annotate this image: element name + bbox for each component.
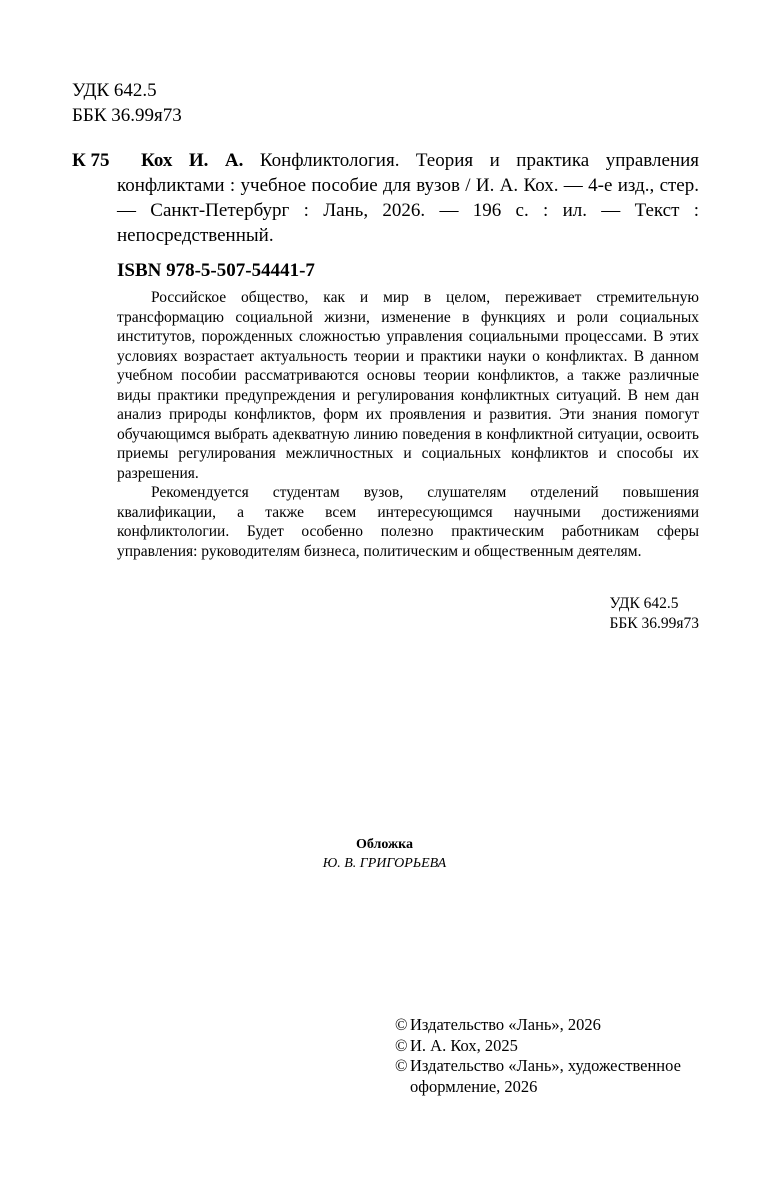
cover-credit	[0, 835, 769, 873]
author-name: Кох И. А.	[141, 150, 244, 171]
abstract	[117, 288, 699, 561]
bbk-code: ББК 36.99я73	[72, 105, 182, 126]
author-mark: К 75	[72, 150, 110, 171]
copyright-text: Издательство «Лань», 2026	[410, 1015, 601, 1034]
abstract-paragraph: Рекомендуется студентам вузов, слушателям отделений повышения квалификации, а также всем интересующимся научными достижениями конфликтологии. Будет особенно полезно практическим работникам сферы управления: руководителям бизнеса, политическим и общественным деятелям.	[117, 484, 699, 560]
copyright-icon: ©	[395, 1056, 408, 1075]
copyright-line	[395, 1056, 715, 1097]
udk-code: УДК 642.5	[72, 80, 157, 101]
copyright-text: Издательство «Лань», художественное оформление, 2026	[410, 1056, 681, 1096]
classification-bottom	[609, 594, 699, 634]
copyright-icon: ©	[395, 1015, 408, 1034]
copyright-icon: ©	[395, 1035, 408, 1055]
classification-top	[72, 78, 182, 128]
bibliographic-description: Конфликтология. Теория и практика управления конфликтами : учебное пособие для вузов / И. А. Кох. — 4-е изд., стер. — Санкт-Петербург : Лань, 2026. — 196 с. : ил. — Текст : непосредственный.	[117, 150, 700, 246]
cover-label: Обложка	[355, 837, 414, 852]
bibliographic-record	[117, 148, 699, 248]
copyright-line	[395, 1015, 715, 1036]
isbn: ISBN 978-5-507-54441-7	[117, 260, 315, 281]
copyright-line	[395, 1036, 715, 1057]
abstract-paragraph: Российское общество, как и мир в целом, переживает стремительную трансформацию социальной жизни, изменение в функциях и роли социальных институтов, порожденных сложностью управления социальными процессами. В этих условиях возрастает актуальность теории и практики науки о конфликтах. В данном учебном пособии рассматриваются основы теории конфликтов, а также различные виды практики предупреждения и регулирования конфликтных ситуаций. В нем дан анализ природы конфликтов, форм их проявления и развития. Эти знания помогут обучающимся выбрать адекватную линию поведения в конфликтной ситуации, освоить приемы регулирования межличностных и социальных конфликтов и способы их разрешения.	[117, 289, 699, 482]
copyright-text: И. А. Кох, 2025	[410, 1035, 518, 1055]
udk-code: УДК 642.5	[609, 595, 679, 612]
bbk-code: ББК 36.99я73	[609, 615, 699, 632]
cover-designer: Ю. В. ГРИГОРЬЕВА	[322, 856, 447, 871]
copyright-block	[395, 1015, 715, 1097]
